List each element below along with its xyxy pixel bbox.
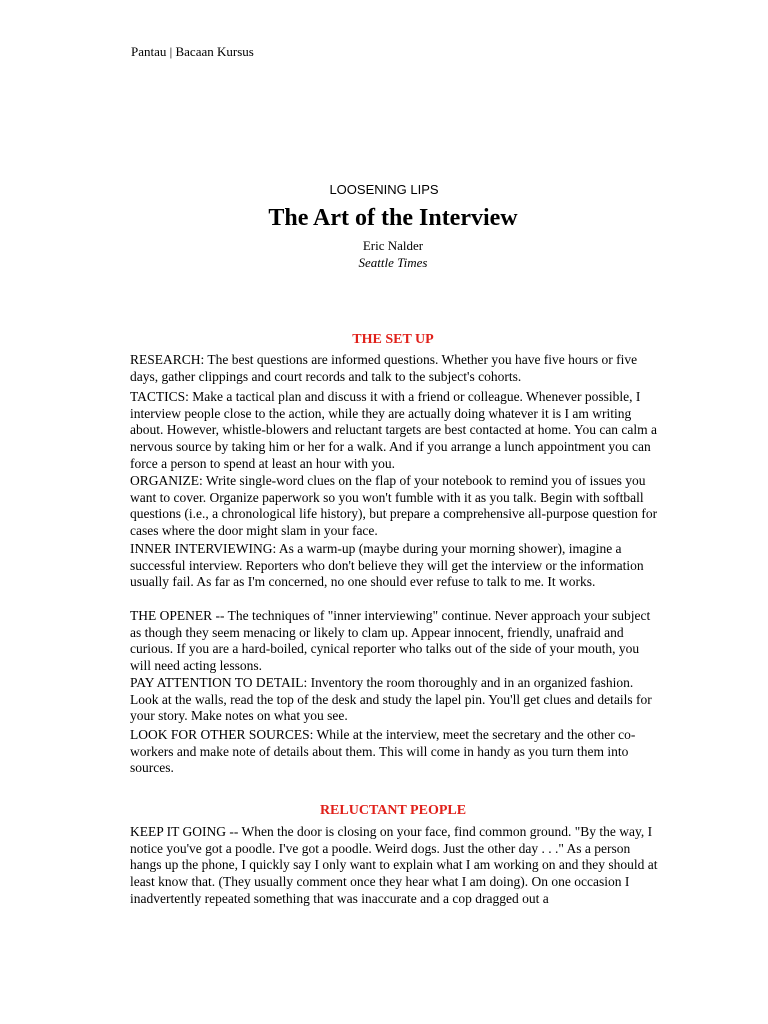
- paragraph-inner-interviewing: INNER INTERVIEWING: As a warm-up (maybe during your morning shower), imagine a successful interview. Reporters who don't believe they will get the interview or the information usually fail. As far as I'm concerned, no one should ever refuse to talk to me. It works.: [130, 541, 644, 590]
- paragraph-attention-to-detail: PAY ATTENTION TO DETAIL: Inventory the room thoroughly and in an organized fashion. Look at the walls, read the top of the desk and study the lapel pin. You'll get clues and details for your story. Make notes on what you see.: [130, 675, 652, 724]
- paragraph-the-opener: THE OPENER -- The techniques of "inner interviewing" continue. Never approach your subject as though they seem menacing or likely to clam up. Appear innocent, friendly, unafraid and curious. If you are a hard-boiled, cynical reporter who talks out of the side of your mouth, you will need acting lessons.: [130, 608, 651, 674]
- article-publication: Seattle Times: [358, 255, 428, 270]
- paragraph-tactics: TACTICS: Make a tactical plan and discuss it with a friend or colleague. Whenever possible, I interview people close to the action, while they are actually doing whatever it is I am writing about. However, whistle-blowers and reluctant targets are best contacted at home. You can calm a nervous source by taking him or her for a walk. And if you arrange a lunch appointment you can force a person to spend at least an hour with you.: [130, 389, 658, 471]
- paragraph-other-sources: LOOK FOR OTHER SOURCES: While at the interview, meet the secretary and the other co-workers and make note of details about them. This will come in handy as you turn them into sources.: [130, 727, 636, 776]
- running-header: Pantau | Bacaan Kursus: [131, 44, 254, 59]
- article-author: Eric Nalder: [362, 238, 424, 253]
- paragraph-research: RESEARCH: The best questions are informed questions. Whether you have five hours or five days, gather clippings and court records and talk to the subject's cohorts.: [130, 352, 638, 384]
- section-heading-set-up: THE SET UP: [352, 332, 434, 347]
- paragraph-organize: ORGANIZE: Write single-word clues on the flap of your notebook to remind you of issues you want to cover. Organize paperwork so you won't fumble with it as you talk. Begin with softball questions (i.e., a chronological life history), but prepare a comprehensive all-purpose question for cases where the door might slam in your face.: [130, 473, 658, 539]
- section-heading-reluctant-people: RELUCTANT PEOPLE: [319, 803, 467, 818]
- paragraph-keep-it-going: KEEP IT GOING -- When the door is closing on your face, find common ground. "By the way, I notice you've got a poodle. I've got a poodle. Weird dogs. Just the other day . . ." As a person hangs up the phone, I quickly say I only want to explain what I am working on and they should at least know that. (They usually comment once they hear what I am doing). On one occasion I inadvertently repeated something that was inaccurate and a cop dragged out a: [130, 824, 658, 906]
- article-title: The Art of the Interview: [268, 205, 518, 231]
- article-kicker: LOOSENING LIPS: [329, 182, 439, 197]
